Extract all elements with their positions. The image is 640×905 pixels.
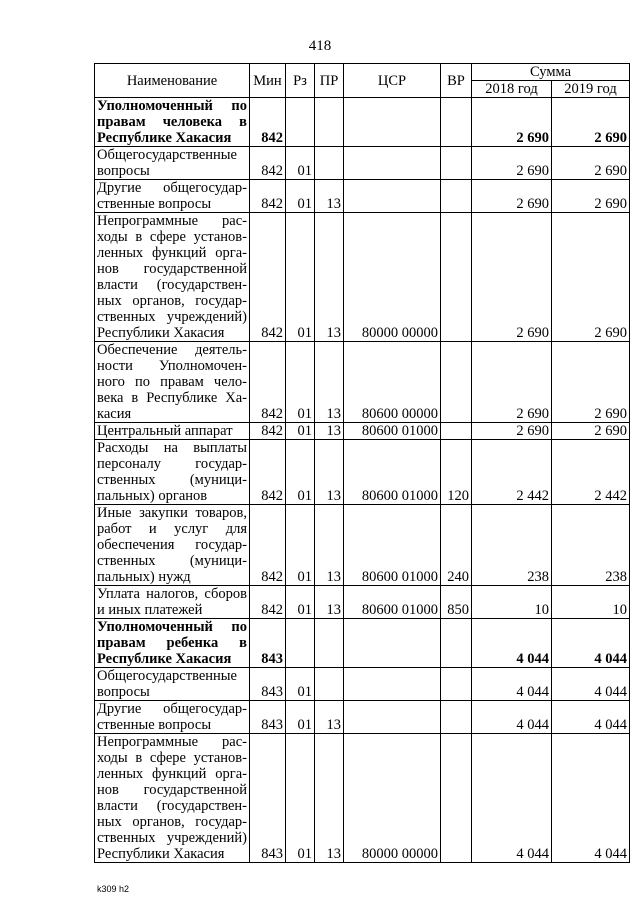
row-csr: 80600 01000	[344, 505, 441, 586]
header-rz: Рз	[286, 64, 315, 98]
row-pr	[315, 98, 344, 147]
row-min: 843	[250, 619, 286, 668]
row-vr	[441, 98, 472, 147]
header-year-2018: 2018 год	[472, 81, 552, 98]
row-pr: 13	[315, 701, 344, 734]
row-pr: 13	[315, 505, 344, 586]
row-sum-2019: 4 044	[552, 668, 630, 701]
row-rz: 01	[286, 440, 315, 505]
header-name: Наименование	[95, 64, 250, 98]
footer-code: k309 h2	[97, 884, 130, 894]
row-pr	[315, 619, 344, 668]
row-vr	[441, 147, 472, 180]
row-csr	[344, 701, 441, 734]
row-name: Непрограммные расходы в сфере установленных функций органов государственной власти (государственных органов, государственных учреждений) Республики Хакасия	[95, 734, 250, 863]
row-vr	[441, 423, 472, 440]
row-sum-2018: 4 044	[472, 734, 552, 863]
row-rz: 01	[286, 505, 315, 586]
row-sum-2019: 2 690	[552, 180, 630, 213]
row-sum-2019: 2 690	[552, 147, 630, 180]
row-pr: 13	[315, 180, 344, 213]
row-name: Другие общегосударственные вопросы	[95, 180, 250, 213]
row-name: Другие общегосударственные вопросы	[95, 701, 250, 734]
row-name: Уплата налогов, сборов и иных платежей	[95, 586, 250, 619]
table-row	[95, 213, 630, 342]
table-row	[95, 180, 630, 213]
row-name: Расходы на выплаты персоналу государственных (муниципальных) органов	[95, 440, 250, 505]
header-vr: ВР	[441, 64, 472, 98]
table-row	[95, 619, 630, 668]
row-pr: 13	[315, 440, 344, 505]
row-vr: 120	[441, 440, 472, 505]
row-pr: 13	[315, 342, 344, 423]
header-sum: Сумма	[472, 64, 630, 81]
table-row	[95, 98, 630, 147]
row-sum-2019: 2 690	[552, 423, 630, 440]
row-pr: 13	[315, 734, 344, 863]
row-pr: 13	[315, 213, 344, 342]
row-csr	[344, 668, 441, 701]
row-min: 842	[250, 423, 286, 440]
header-csr: ЦСР	[344, 64, 441, 98]
row-csr: 80000 00000	[344, 213, 441, 342]
row-min: 842	[250, 98, 286, 147]
row-name: Центральный аппарат	[95, 423, 250, 440]
row-pr: 13	[315, 423, 344, 440]
row-csr: 80600 01000	[344, 440, 441, 505]
row-csr	[344, 98, 441, 147]
row-vr	[441, 619, 472, 668]
row-sum-2019: 10	[552, 586, 630, 619]
row-vr	[441, 180, 472, 213]
budget-table	[94, 63, 630, 863]
row-min: 842	[250, 586, 286, 619]
row-sum-2018: 2 442	[472, 440, 552, 505]
row-min: 843	[250, 701, 286, 734]
row-vr	[441, 342, 472, 423]
row-rz	[286, 98, 315, 147]
table-row	[95, 505, 630, 586]
row-csr	[344, 619, 441, 668]
row-csr: 80600 01000	[344, 423, 441, 440]
row-vr	[441, 701, 472, 734]
row-rz: 01	[286, 423, 315, 440]
row-name: Общегосударственные вопросы	[95, 147, 250, 180]
row-rz: 01	[286, 213, 315, 342]
row-sum-2018: 2 690	[472, 147, 552, 180]
row-sum-2018: 4 044	[472, 668, 552, 701]
row-min: 842	[250, 505, 286, 586]
row-vr	[441, 213, 472, 342]
table-row	[95, 147, 630, 180]
row-sum-2019: 2 442	[552, 440, 630, 505]
row-pr: 13	[315, 586, 344, 619]
row-name: Иные закупки товаров, работ и услуг для обеспечения государственных (муниципальных) нужд	[95, 505, 250, 586]
row-rz: 01	[286, 668, 315, 701]
row-sum-2019: 4 044	[552, 619, 630, 668]
row-sum-2018: 4 044	[472, 701, 552, 734]
page-number: 418	[308, 38, 332, 54]
table-row	[95, 668, 630, 701]
row-sum-2018: 2 690	[472, 423, 552, 440]
row-vr	[441, 734, 472, 863]
row-sum-2019: 4 044	[552, 701, 630, 734]
table-row	[95, 342, 630, 423]
row-rz: 01	[286, 342, 315, 423]
row-name: Общегосударственные вопросы	[95, 668, 250, 701]
row-sum-2018: 10	[472, 586, 552, 619]
row-sum-2019: 2 690	[552, 213, 630, 342]
row-min: 842	[250, 213, 286, 342]
row-csr: 80600 01000	[344, 586, 441, 619]
row-min: 842	[250, 440, 286, 505]
row-vr: 850	[441, 586, 472, 619]
table-row	[95, 734, 630, 863]
row-rz: 01	[286, 147, 315, 180]
row-csr	[344, 180, 441, 213]
row-name: Непрограммные расходы в сфере установленных функций органов государственной власти (государственных органов, государственных учреждений) Республики Хакасия	[95, 213, 250, 342]
table-row	[95, 423, 630, 440]
row-pr	[315, 668, 344, 701]
row-sum-2018: 2 690	[472, 213, 552, 342]
header-min: Мин	[250, 64, 286, 98]
row-csr	[344, 147, 441, 180]
table-row	[95, 440, 630, 505]
row-csr: 80000 00000	[344, 734, 441, 863]
row-pr	[315, 147, 344, 180]
table-row	[95, 701, 630, 734]
row-sum-2018: 238	[472, 505, 552, 586]
row-name: Уполномоченный по правам ребенка в Республике Хакасия	[95, 619, 250, 668]
row-vr	[441, 668, 472, 701]
row-rz	[286, 619, 315, 668]
row-sum-2018: 2 690	[472, 98, 552, 147]
row-rz: 01	[286, 734, 315, 863]
row-sum-2019: 2 690	[552, 98, 630, 147]
row-min: 842	[250, 147, 286, 180]
row-rz: 01	[286, 180, 315, 213]
row-vr: 240	[441, 505, 472, 586]
row-sum-2018: 4 044	[472, 619, 552, 668]
row-min: 842	[250, 180, 286, 213]
row-sum-2018: 2 690	[472, 342, 552, 423]
header-year-2019: 2019 год	[552, 81, 630, 98]
row-name: Уполномоченный по правам человека в Республике Хакасия	[95, 98, 250, 147]
row-name: Обеспечение деятельности Уполномоченного по правам человека в Республике Хакасия	[95, 342, 250, 423]
table-row	[95, 586, 630, 619]
row-sum-2018: 2 690	[472, 180, 552, 213]
row-min: 843	[250, 668, 286, 701]
row-rz: 01	[286, 701, 315, 734]
row-sum-2019: 4 044	[552, 734, 630, 863]
row-min: 843	[250, 734, 286, 863]
header-pr: ПР	[315, 64, 344, 98]
row-csr: 80600 00000	[344, 342, 441, 423]
row-sum-2019: 238	[552, 505, 630, 586]
table-body	[95, 98, 630, 863]
row-rz: 01	[286, 586, 315, 619]
row-min: 842	[250, 342, 286, 423]
table-header	[95, 64, 630, 98]
row-sum-2019: 2 690	[552, 342, 630, 423]
